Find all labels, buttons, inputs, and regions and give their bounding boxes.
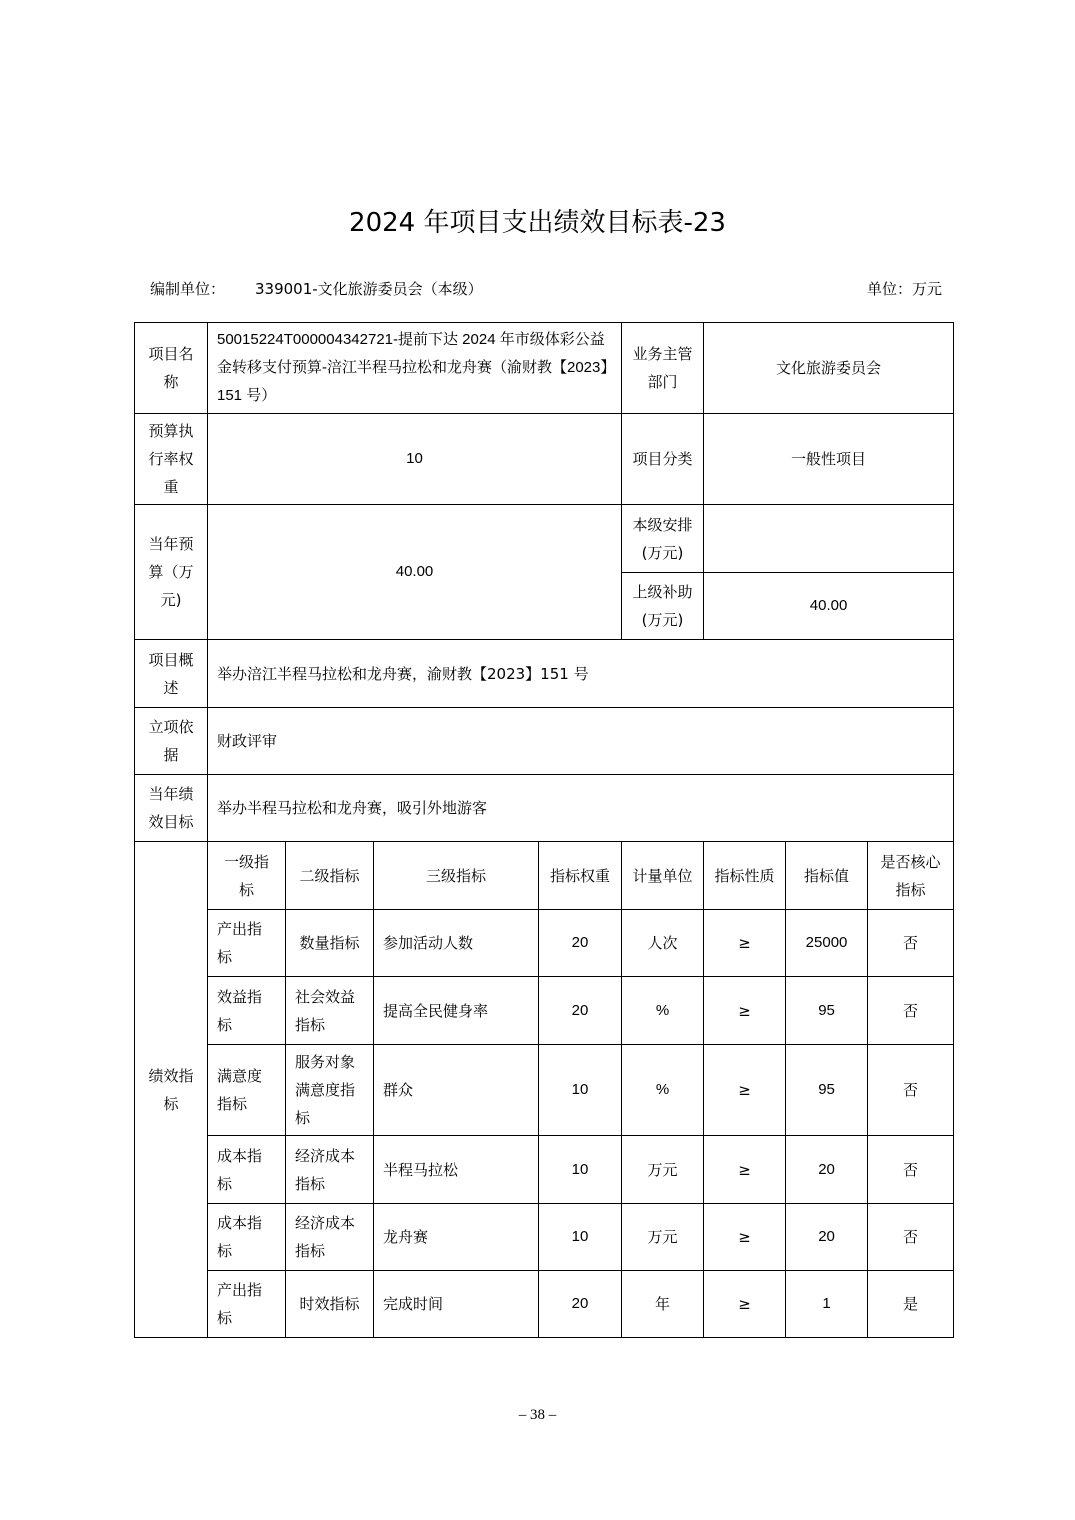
unit-cell: 人次 — [622, 910, 704, 977]
table-row — [135, 1204, 954, 1271]
core-cell: 否 — [868, 910, 954, 977]
header-level1: 一级指标 — [208, 842, 286, 910]
dept-label: 业务主管部门 — [622, 323, 704, 414]
upper-funding-label: 上级补助(万元) — [622, 573, 704, 640]
unit-cell: % — [622, 1045, 704, 1136]
value-cell: 1 — [786, 1271, 868, 1338]
nature-cell: ≥ — [704, 1136, 786, 1204]
level2-cell: 数量指标 — [286, 910, 374, 977]
level1-cell: 产出指标 — [208, 910, 286, 977]
category-label: 项目分类 — [622, 414, 704, 505]
table-row — [135, 1136, 954, 1204]
row-weight — [135, 414, 954, 505]
row-basis — [135, 708, 954, 775]
org-unit-value: 339001-文化旅游委员会（本级） — [255, 280, 483, 298]
basis-value: 财政评审 — [208, 708, 954, 775]
local-funding-label: 本级安排(万元) — [622, 505, 704, 573]
weight-cell: 10 — [539, 1204, 622, 1271]
header-level3: 三级指标 — [374, 842, 539, 910]
level2-cell: 时效指标 — [286, 1271, 374, 1338]
goal-label: 当年绩效目标 — [135, 775, 208, 842]
weight-cell: 20 — [539, 1271, 622, 1338]
category-value: 一般性项目 — [704, 414, 954, 505]
table-row — [135, 910, 954, 977]
core-cell: 是 — [868, 1271, 954, 1338]
header-weight: 指标权重 — [539, 842, 622, 910]
level3-cell: 半程马拉松 — [374, 1136, 539, 1204]
weight-cell: 10 — [539, 1045, 622, 1136]
nature-cell: ≥ — [704, 1045, 786, 1136]
org-unit-label: 编制单位： — [150, 280, 226, 298]
budget-value: 40.00 — [208, 505, 622, 640]
level3-cell: 参加活动人数 — [374, 910, 539, 977]
weight-cell: 10 — [539, 1136, 622, 1204]
table-row — [135, 1271, 954, 1338]
overview-label: 项目概述 — [135, 640, 208, 708]
row-goal — [135, 775, 954, 842]
level3-cell: 龙舟赛 — [374, 1204, 539, 1271]
unit-cell: 年 — [622, 1271, 704, 1338]
level1-cell: 满意度指标 — [208, 1045, 286, 1136]
level1-cell: 产出指标 — [208, 1271, 286, 1338]
value-cell: 95 — [786, 1045, 868, 1136]
unit-cell: 万元 — [622, 1136, 704, 1204]
project-name-label: 项目名称 — [135, 323, 208, 414]
performance-table — [134, 322, 954, 1338]
row-overview — [135, 640, 954, 708]
level1-cell: 成本指标 — [208, 1136, 286, 1204]
core-cell: 否 — [868, 977, 954, 1045]
indicator-header-row — [135, 842, 954, 910]
table-row — [135, 1045, 954, 1136]
level3-cell: 完成时间 — [374, 1271, 539, 1338]
nature-cell: ≥ — [704, 1271, 786, 1338]
project-name-value: 50015224T000004342721-提前下达 2024 年市级体彩公益金转移支付预算-涪江半程马拉松和龙舟赛（渝财教【2023】151 号） — [208, 323, 622, 414]
core-cell: 否 — [868, 1136, 954, 1204]
core-cell: 否 — [868, 1204, 954, 1271]
page-number: – 38 – — [518, 1407, 557, 1423]
page-title: 2024 年项目支出绩效目标表-23 — [349, 208, 726, 238]
level1-cell: 效益指标 — [208, 977, 286, 1045]
weight-cell: 20 — [539, 977, 622, 1045]
goal-value: 举办半程马拉松和龙舟赛，吸引外地游客 — [208, 775, 954, 842]
header-nature: 指标性质 — [704, 842, 786, 910]
currency-unit: 单位：万元 — [866, 280, 942, 298]
local-funding-value — [704, 505, 954, 573]
value-cell: 20 — [786, 1204, 868, 1271]
table-row — [135, 977, 954, 1045]
overview-value: 举办涪江半程马拉松和龙舟赛，渝财教【2023】151 号 — [208, 640, 954, 708]
nature-cell: ≥ — [704, 977, 786, 1045]
level2-cell: 经济成本指标 — [286, 1204, 374, 1271]
level3-cell: 群众 — [374, 1045, 539, 1136]
weight-cell: 20 — [539, 910, 622, 977]
level3-cell: 提高全民健身率 — [374, 977, 539, 1045]
weight-value: 10 — [208, 414, 622, 505]
level1-cell: 成本指标 — [208, 1204, 286, 1271]
header-level2: 二级指标 — [286, 842, 374, 910]
indicators-section-label: 绩效指标 — [135, 842, 208, 1338]
weight-label: 预算执行率权重 — [135, 414, 208, 505]
dept-value: 文化旅游委员会 — [704, 323, 954, 414]
level2-cell: 社会效益指标 — [286, 977, 374, 1045]
row-project-name — [135, 323, 954, 414]
header-core: 是否核心指标 — [868, 842, 954, 910]
header-unit: 计量单位 — [622, 842, 704, 910]
core-cell: 否 — [868, 1045, 954, 1136]
row-budget — [135, 505, 954, 573]
level2-cell: 服务对象满意度指标 — [286, 1045, 374, 1136]
header-value: 指标值 — [786, 842, 868, 910]
upper-funding-value: 40.00 — [704, 573, 954, 640]
nature-cell: ≥ — [704, 910, 786, 977]
basis-label: 立项依据 — [135, 708, 208, 775]
nature-cell: ≥ — [704, 1204, 786, 1271]
value-cell: 20 — [786, 1136, 868, 1204]
unit-cell: 万元 — [622, 1204, 704, 1271]
value-cell: 25000 — [786, 910, 868, 977]
level2-cell: 经济成本指标 — [286, 1136, 374, 1204]
value-cell: 95 — [786, 977, 868, 1045]
unit-cell: % — [622, 977, 704, 1045]
budget-label: 当年预算（万元) — [135, 505, 208, 640]
